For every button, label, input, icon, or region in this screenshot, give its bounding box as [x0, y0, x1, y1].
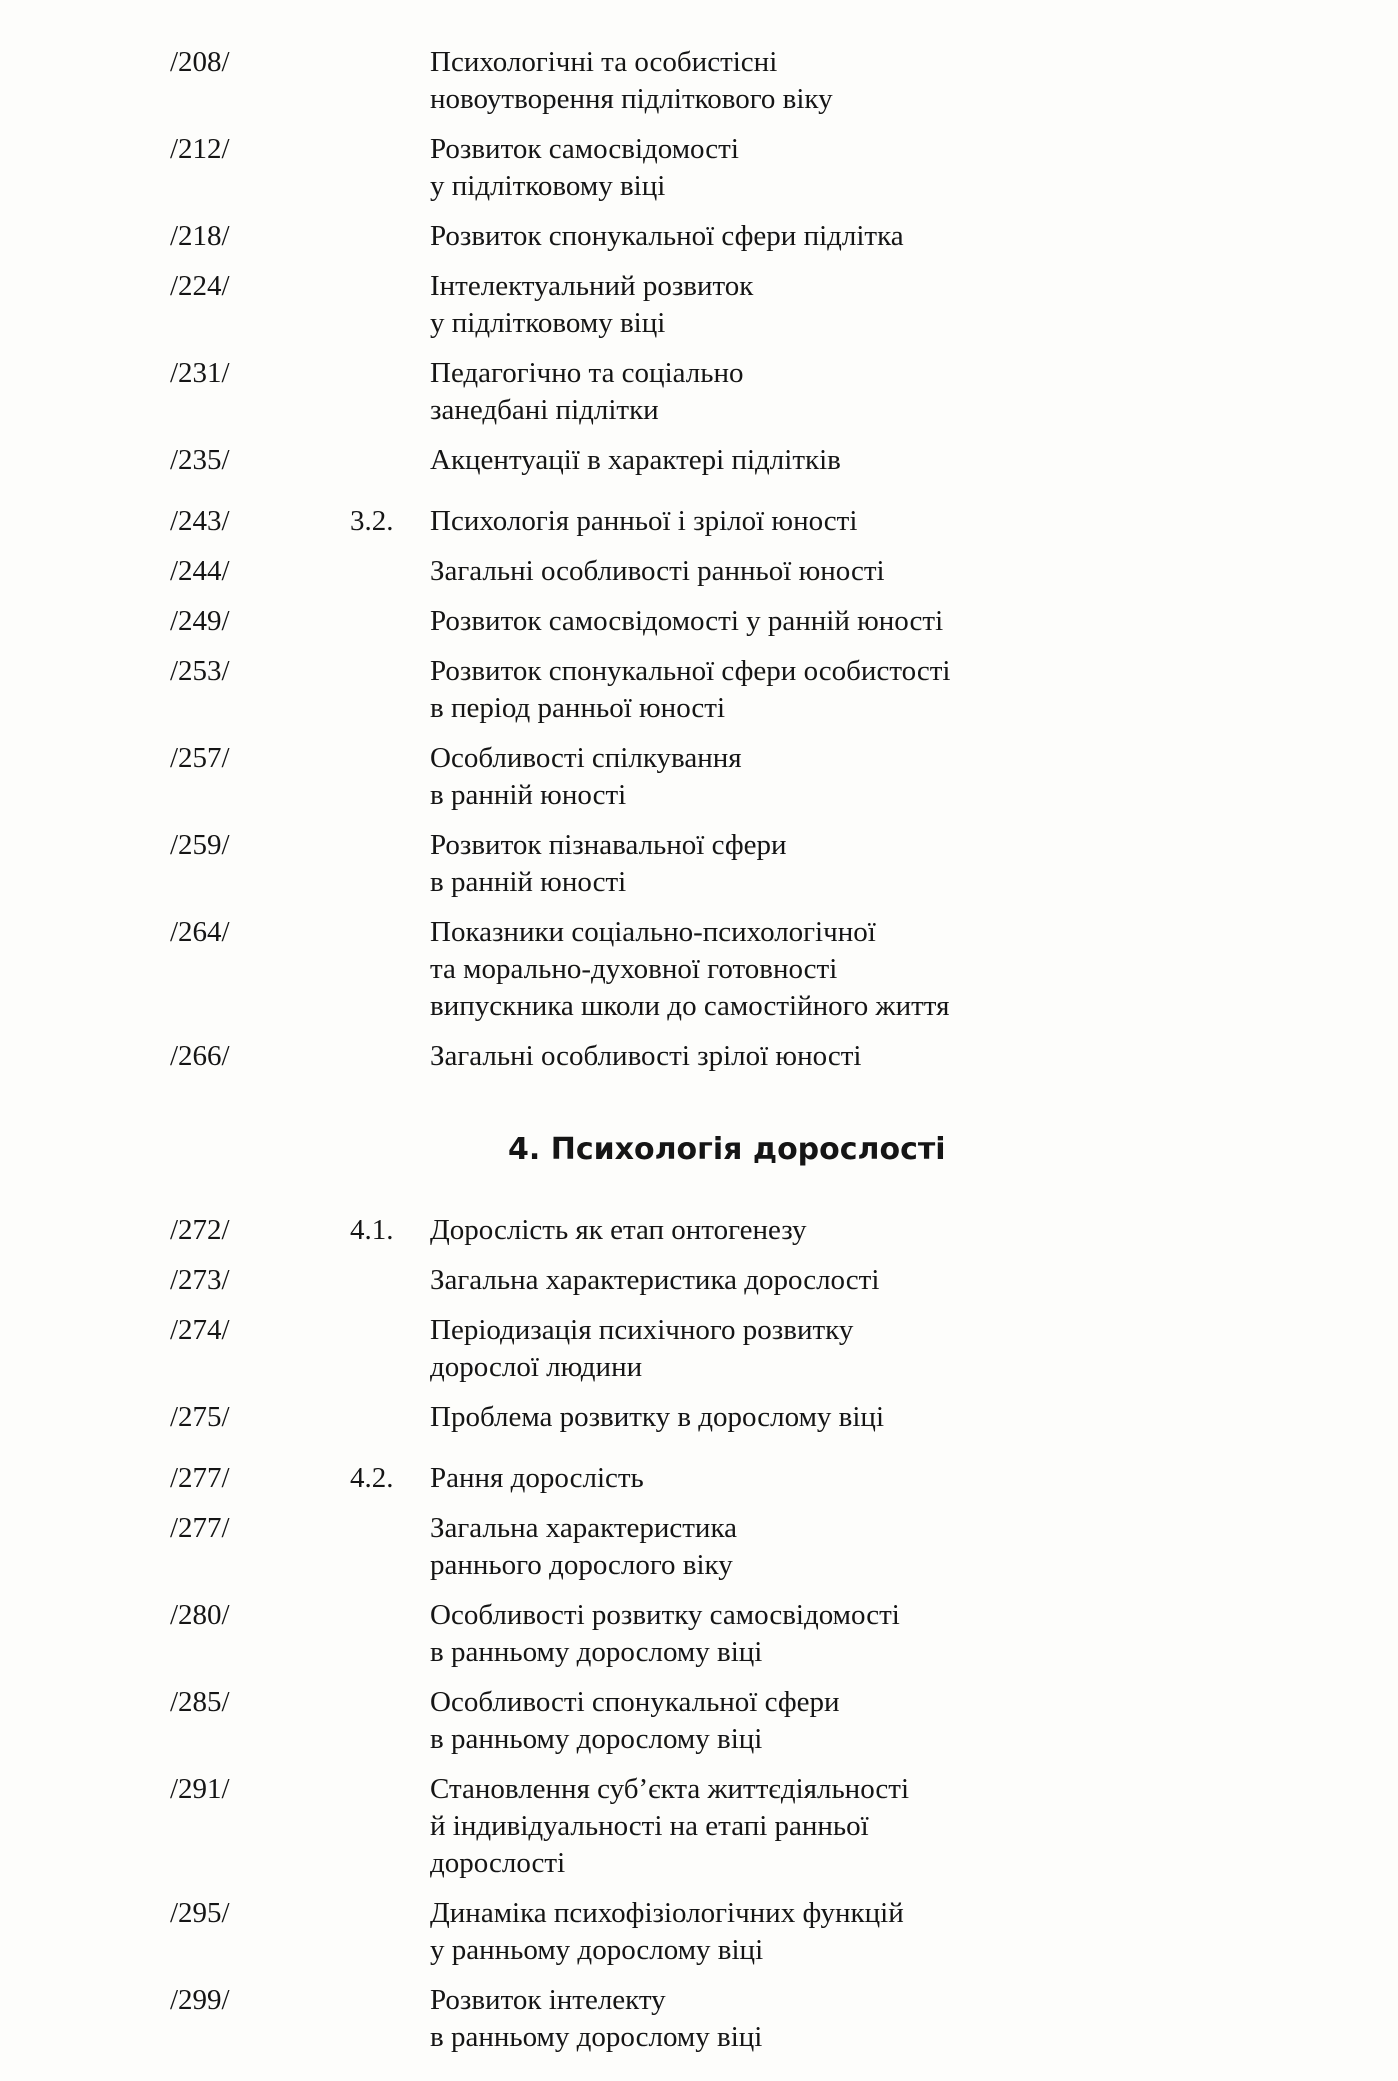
entry-title [430, 44, 833, 118]
entry-number-prefix: 3.2. [350, 505, 394, 537]
toc-entry [170, 553, 1358, 590]
toc-entry [170, 1262, 1358, 1299]
toc-entry [170, 268, 1358, 342]
entry-title-text: Психологія ранньої і зрілої юності [430, 505, 858, 537]
page-number: /273/ [170, 1264, 230, 1296]
toc-entry [170, 653, 1358, 727]
entry-title [350, 1460, 644, 1497]
toc-entry [170, 1684, 1358, 1758]
entry-title [430, 1262, 879, 1299]
entry-title-line: занедбані підлітки [430, 394, 659, 426]
entry-title [430, 1312, 853, 1386]
page-number: /235/ [170, 444, 230, 476]
page-number: /285/ [170, 1686, 230, 1718]
entry-title [430, 740, 742, 814]
entry-title [350, 1212, 807, 1249]
entry-title-line: Особливості розвитку самосвідомості [430, 1599, 900, 1631]
entry-title-text: Рання дорослість [430, 1462, 644, 1494]
page-number: /277/ [170, 1512, 230, 1544]
entry-title-line: Особливості спонукальної сфери [430, 1686, 840, 1718]
entry-title [430, 131, 739, 205]
page-number: /280/ [170, 1599, 230, 1631]
entry-title-line: в ранній юності [430, 866, 627, 898]
entry-title-line: Інтелектуальний розвиток [430, 270, 754, 302]
entry-title-line: та морально-духовної готовності [430, 953, 838, 985]
entry-title-line: Проблема розвитку в дорослому віці [430, 1401, 885, 1433]
toc-entry [170, 1895, 1358, 1969]
page-number: /212/ [170, 133, 230, 165]
entry-title [350, 503, 858, 540]
page-number: /275/ [170, 1401, 230, 1433]
entry-title-line: Загальні особливості зрілої юності [430, 1040, 862, 1072]
toc-entry [170, 503, 1358, 540]
toc [170, 44, 1358, 2056]
entry-title-line: Динаміка психофізіологічних функцій [430, 1897, 904, 1929]
toc-entry [170, 1460, 1358, 1497]
page-number: /274/ [170, 1314, 230, 1346]
entry-title-line: Розвиток самосвідомості [430, 133, 739, 165]
toc-entry [170, 914, 1358, 1025]
entry-title [430, 1597, 900, 1671]
entry-title-line: Загальна характеристика [430, 1512, 737, 1544]
entry-title-line: Розвиток інтелекту [430, 1984, 666, 2016]
entry-title [430, 1038, 861, 1075]
entry-title-line: в ранньому дорослому віці [430, 1723, 763, 1755]
entry-title [430, 653, 950, 727]
toc-entry [170, 355, 1358, 429]
entry-title-line: й індивідуальності на етапі ранньої [430, 1810, 869, 1842]
page-number: /208/ [170, 46, 230, 78]
entry-title-line: в ранньому дорослому віці [430, 1636, 763, 1668]
page-number: /266/ [170, 1040, 230, 1072]
toc-entry [170, 740, 1358, 814]
page-number: /231/ [170, 357, 230, 389]
toc-entry [170, 1771, 1358, 1882]
page-number: /291/ [170, 1773, 230, 1805]
entry-title-line: Розвиток спонукальної сфери підлітка [430, 220, 904, 252]
entry-title-line: Педагогічно та соціально [430, 357, 744, 389]
toc-entry [170, 442, 1358, 479]
entry-title [430, 1982, 762, 2056]
entry-title [430, 268, 753, 342]
entry-title-line: новоутворення підліткового віку [430, 83, 833, 115]
entry-title-line: Розвиток самосвідомості у ранній юності [430, 605, 944, 637]
page-number: /259/ [170, 829, 230, 861]
entry-title-line: дорослості [430, 1847, 566, 1879]
toc-entry [170, 1212, 1358, 1249]
entry-title-line: у ранньому дорослому віці [430, 1934, 764, 1966]
entry-title-line: Розвиток пізнавальної сфери [430, 829, 787, 861]
entry-number-prefix: 4.1. [350, 1214, 394, 1246]
section-header: 4. Психологія дорослості [508, 1132, 946, 1167]
entry-title-line: Періодизація психічного розвитку [430, 1314, 854, 1346]
entry-title-line: Загальні особливості ранньої юності [430, 555, 885, 587]
entry-title-line: Становлення суб’єкта життєдіяльності [430, 1773, 910, 1805]
entry-title [430, 553, 885, 590]
page-number: /249/ [170, 605, 230, 637]
page-number: /272/ [170, 1214, 230, 1246]
entry-title-line: у підлітковому віці [430, 307, 666, 339]
entry-title [430, 1895, 904, 1969]
entry-title [430, 914, 949, 1025]
entry-number-prefix: 4.2. [350, 1462, 394, 1494]
entry-title [430, 218, 904, 255]
entry-title [430, 442, 841, 479]
entry-title-line: Показники соціально-психологічної [430, 916, 876, 948]
page-number: /277/ [170, 1462, 230, 1494]
toc-entry [170, 1510, 1358, 1584]
page-number: /295/ [170, 1897, 230, 1929]
entry-title-line [350, 503, 858, 540]
entry-title-line: Розвиток спонукальної сфери особистості [430, 655, 951, 687]
page-number: /244/ [170, 555, 230, 587]
entry-title-line [350, 1460, 644, 1497]
entry-title [430, 355, 743, 429]
entry-title-line: Психологічні та особистісні [430, 46, 778, 78]
page-number: /224/ [170, 270, 230, 302]
entry-title [430, 827, 787, 901]
entry-title-line [350, 1212, 807, 1249]
entry-title [430, 1399, 884, 1436]
entry-title-line: Особливості спілкування [430, 742, 742, 774]
toc-entry [170, 1038, 1358, 1075]
page-number: /299/ [170, 1984, 230, 2016]
toc-entry [170, 1597, 1358, 1671]
entry-title-line: випускника школи до самостійного життя [430, 990, 950, 1022]
entry-title [430, 1771, 909, 1882]
entry-title [430, 1684, 840, 1758]
page-number: /243/ [170, 505, 230, 537]
entry-title-line: в ранній юності [430, 779, 627, 811]
toc-entry [170, 827, 1358, 901]
page-number: /257/ [170, 742, 230, 774]
entry-title-line: в період ранньої юності [430, 692, 726, 724]
toc-entry [170, 1312, 1358, 1386]
toc-entry [170, 218, 1358, 255]
entry-title-line: дорослої людини [430, 1351, 643, 1383]
toc-entry [170, 603, 1358, 640]
entry-title-line: у підлітковому віці [430, 170, 666, 202]
entry-title-line: в ранньому дорослому віці [430, 2021, 763, 2053]
entry-title [430, 603, 943, 640]
toc-entry [170, 44, 1358, 118]
entry-title [430, 1510, 737, 1584]
toc-entry [170, 1982, 1358, 2056]
toc-entry [170, 1399, 1358, 1436]
entry-title-line: Акцентуації в характері підлітків [430, 444, 841, 476]
page-number: /264/ [170, 916, 230, 948]
entry-title-line: раннього дорослого віку [430, 1549, 733, 1581]
entry-title-text: Дорослість як етап онтогенезу [430, 1214, 807, 1246]
page-number: /218/ [170, 220, 230, 252]
toc-entry [170, 131, 1358, 205]
entry-title-line: Загальна характеристика дорослості [430, 1264, 880, 1296]
page-number: /253/ [170, 655, 230, 687]
